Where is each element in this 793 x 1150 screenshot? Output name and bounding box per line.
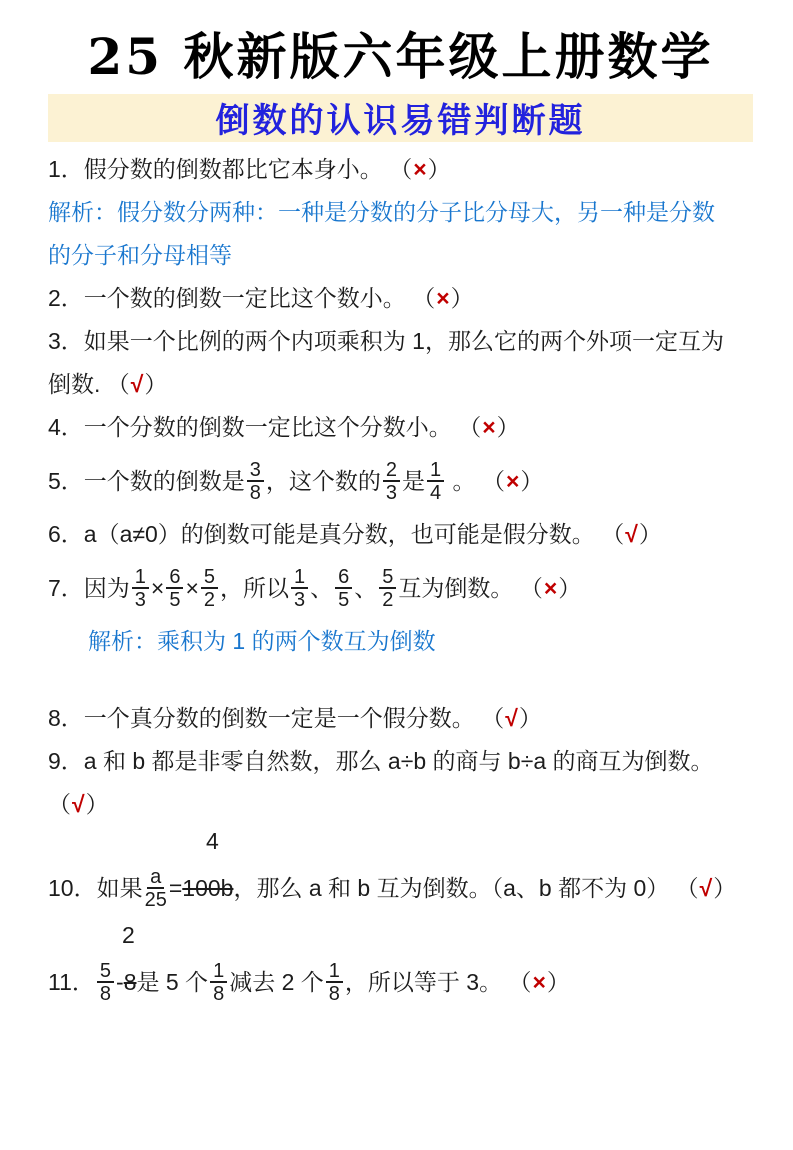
answer-paren-close: ） xyxy=(496,414,520,441)
fraction-numerator: 3 xyxy=(247,460,264,482)
check-mark: √ xyxy=(699,874,713,901)
answer-paren-open: （ xyxy=(508,968,532,995)
question-6 xyxy=(48,514,753,557)
wrong-mark: × xyxy=(505,467,520,494)
fraction-denominator: 8 xyxy=(328,983,340,1005)
question-3-line-2 xyxy=(48,364,753,407)
fraction-numerator: 6 xyxy=(335,567,352,589)
check-mark: √ xyxy=(130,371,144,398)
text-segment: = xyxy=(168,874,183,901)
fraction xyxy=(291,567,308,611)
text-segment: × xyxy=(185,574,199,601)
answer-paren-close: ） xyxy=(713,874,737,901)
answer-paren-open: （ xyxy=(106,371,130,398)
answer-paren-close: ） xyxy=(518,705,542,732)
question-9-line-1: 9．a 和 b 都是非零自然数，那么 a÷b 的商与 b÷a 的商互为倒数。 xyxy=(48,748,714,775)
fraction-denominator: 25 xyxy=(144,889,167,911)
text-segment: × xyxy=(150,574,165,601)
fraction-numerator: a xyxy=(147,867,164,889)
text-segment: 、 xyxy=(354,574,378,601)
text-segment: 是 xyxy=(402,467,426,494)
check-mark: √ xyxy=(72,791,85,818)
fraction xyxy=(97,961,114,1005)
answer-paren-close: ） xyxy=(638,521,662,548)
fraction xyxy=(210,961,227,1005)
fraction xyxy=(132,567,149,611)
text-segment: 1．假分数的倒数都比它本身小。 xyxy=(48,156,390,183)
fraction xyxy=(145,867,167,911)
text-segment: 8．一个真分数的倒数一定是一个假分数。 xyxy=(48,705,482,732)
stray-digit-4: 4 xyxy=(206,827,219,854)
analysis-7: 解析：乘积为 1 的两个数互为倒数 xyxy=(88,628,436,655)
text-segment: 、 xyxy=(310,574,334,601)
analysis-1-line-2: 的分子和分母相等 xyxy=(48,242,232,269)
fraction-denominator: 8 xyxy=(249,482,261,504)
text-segment: 。 xyxy=(446,467,482,494)
wrong-mark: × xyxy=(543,574,558,601)
answer-paren-open: （ xyxy=(675,874,699,901)
question-1 xyxy=(48,149,753,192)
question-3-line-1: 3．如果一个比例的两个内项乘积为 1，那么它的两个外项一定互为 xyxy=(48,328,724,355)
text-segment: ，这个数的 xyxy=(265,467,381,494)
fraction xyxy=(166,567,183,611)
text-segment: 7．因为 xyxy=(48,574,130,601)
analysis-1-line-1: 解析：假分数分两种：一种是分数的分子比分母大，另一种是分数 xyxy=(48,199,715,226)
text-segment: 6．a（a≠0）的倒数可能是真分数，也可能是假分数。 xyxy=(48,521,602,548)
fraction xyxy=(379,567,396,611)
answer-paren-close: ） xyxy=(85,791,109,818)
answer-paren-close: ） xyxy=(546,968,570,995)
wrong-mark: × xyxy=(532,968,546,995)
fraction-numerator: 1 xyxy=(291,567,308,589)
question-11 xyxy=(48,951,753,1015)
text-segment: 互为倒数。 xyxy=(398,574,520,601)
fraction-denominator: 3 xyxy=(385,482,398,504)
fraction xyxy=(247,460,264,504)
text-segment: 4．一个分数的倒数一定比这个分数小。 xyxy=(48,414,459,441)
fraction-denominator: 2 xyxy=(382,589,394,611)
answer-paren-open: （ xyxy=(481,705,505,732)
fraction-denominator: 4 xyxy=(430,482,442,504)
answer-paren-open: （ xyxy=(48,791,71,818)
text-segment: 10．如果 xyxy=(48,874,143,901)
check-mark: √ xyxy=(625,521,638,548)
fraction-numerator: 5 xyxy=(201,567,218,589)
text-segment: 5．一个数的倒数是 xyxy=(48,467,245,494)
text-segment: 减去 2 个 xyxy=(229,968,324,995)
question-5 xyxy=(48,450,753,514)
text-segment: ，那么 a 和 b 互为倒数。（a、b 都不为 0） xyxy=(233,874,676,901)
question-8 xyxy=(48,698,753,741)
answer-paren-open: （ xyxy=(481,467,505,494)
text-segment: 2．一个数的倒数一定比这个数小。 xyxy=(48,285,413,312)
question-4 xyxy=(48,407,753,450)
question-9-answer xyxy=(48,784,753,827)
text-segment: ，所以 xyxy=(220,574,290,601)
text-segment: 11． xyxy=(48,968,95,995)
fraction-denominator: 2 xyxy=(203,589,216,611)
wrong-mark: × xyxy=(436,285,450,312)
answer-paren-open: （ xyxy=(389,156,413,183)
answer-paren-open: （ xyxy=(412,285,436,312)
question-2 xyxy=(48,278,753,321)
fraction-numerator: 1 xyxy=(210,961,227,983)
text-segment: - xyxy=(116,968,124,995)
fraction-numerator: 6 xyxy=(166,567,183,589)
fraction-denominator: 5 xyxy=(338,589,350,611)
question-10 xyxy=(48,857,753,921)
fraction xyxy=(335,567,352,611)
text-segment: ，所以等于 3。 xyxy=(344,968,509,995)
page-title: 25 秋新版六年级上册数学 xyxy=(87,27,714,86)
answer-paren-close: ） xyxy=(144,371,168,398)
fraction xyxy=(201,567,218,611)
text-segment: 倒数. xyxy=(48,371,107,398)
struck-text: 8 xyxy=(123,968,137,995)
check-mark: √ xyxy=(505,705,518,732)
fraction-denominator: 3 xyxy=(134,589,146,611)
fraction xyxy=(383,460,400,504)
struck-text: 100b xyxy=(182,874,234,901)
answer-paren-close: ） xyxy=(427,156,451,183)
fraction-denominator: 8 xyxy=(99,983,112,1005)
fraction-numerator: 1 xyxy=(132,567,149,589)
answer-paren-open: （ xyxy=(601,521,625,548)
questions-list xyxy=(48,142,753,1015)
fraction-denominator: 5 xyxy=(169,589,181,611)
fraction-denominator: 3 xyxy=(294,589,306,611)
answer-paren-close: ） xyxy=(520,467,544,494)
answer-paren-close: ） xyxy=(450,285,474,312)
fraction xyxy=(427,460,444,504)
worksheet-page xyxy=(0,28,793,1150)
subtitle-band xyxy=(48,94,753,142)
question-7 xyxy=(48,557,753,621)
fraction-numerator: 1 xyxy=(427,460,444,482)
answer-paren-open: （ xyxy=(458,414,482,441)
wrong-mark: × xyxy=(482,414,496,441)
stray-digit-2: 2 xyxy=(122,921,135,948)
fraction xyxy=(326,961,343,1005)
answer-paren-close: ） xyxy=(558,574,582,601)
fraction-denominator: 8 xyxy=(213,983,225,1005)
fraction-numerator: 1 xyxy=(326,961,343,983)
fraction-numerator: 5 xyxy=(379,567,396,589)
wrong-mark: × xyxy=(413,156,427,183)
page-subtitle: 倒数的认识易错判断题 xyxy=(215,101,586,141)
fraction-numerator: 2 xyxy=(383,460,400,482)
text-segment: 是 5 个 xyxy=(136,968,209,995)
fraction-numerator: 5 xyxy=(97,961,114,983)
answer-paren-open: （ xyxy=(519,574,543,601)
